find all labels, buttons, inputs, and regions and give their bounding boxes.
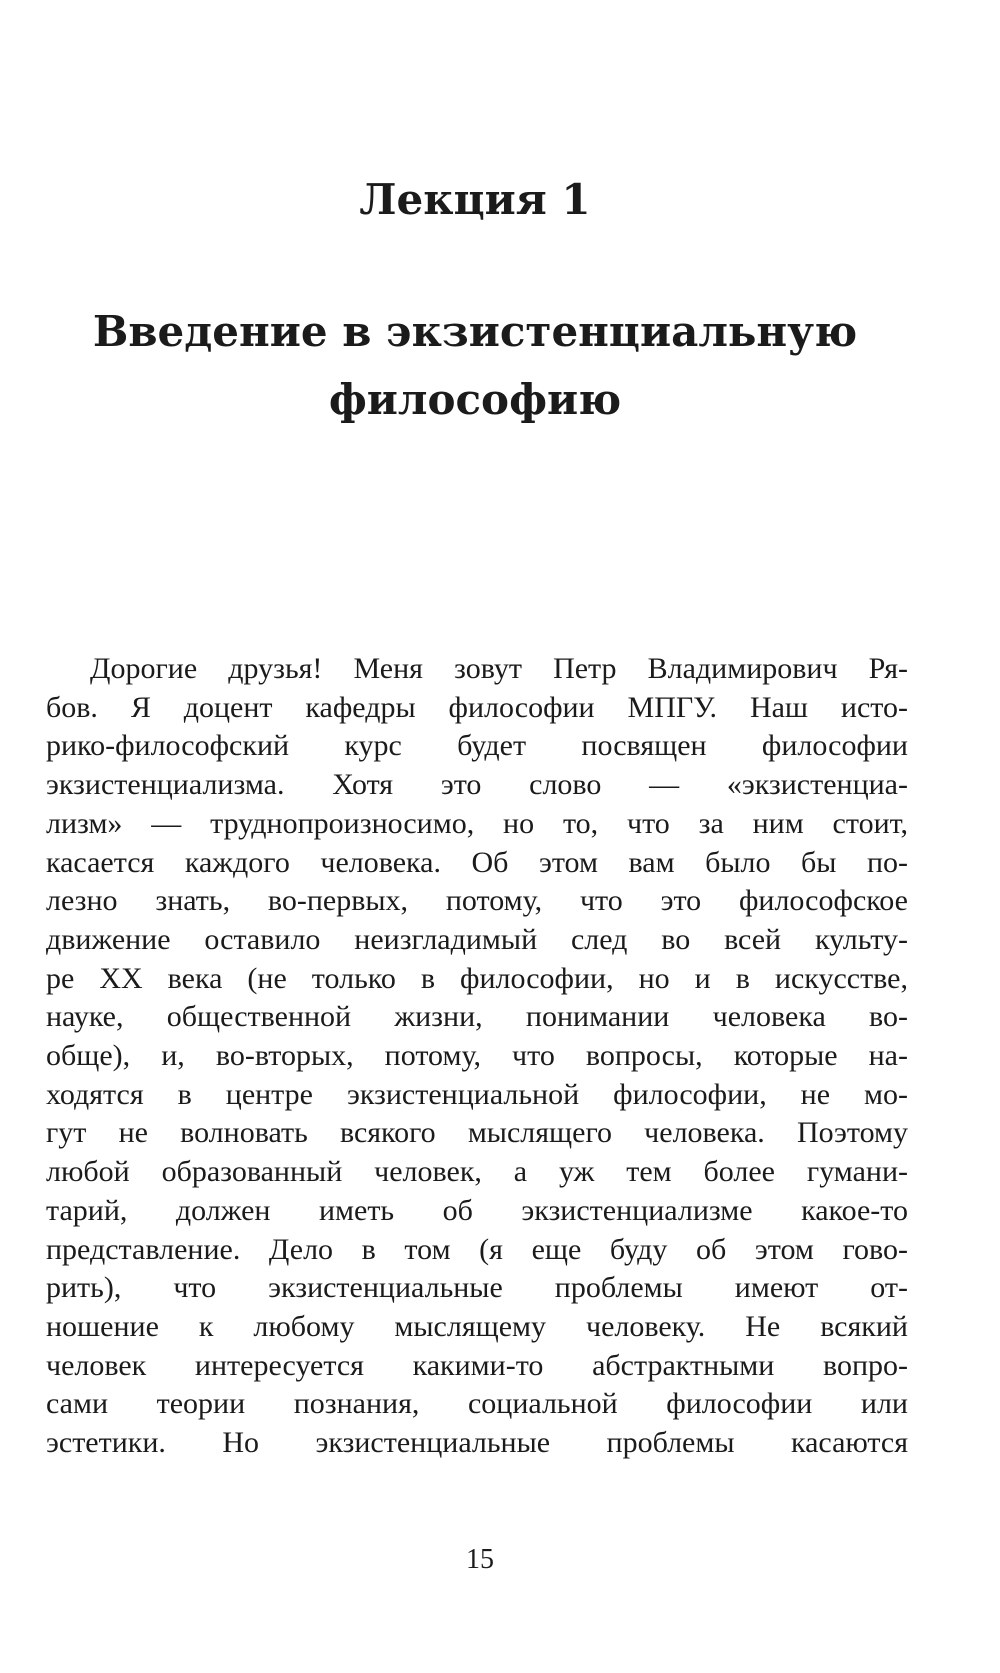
- text-line: человек интересуется какими-то абстрактными вопро-: [46, 1348, 908, 1382]
- text-line: Дорогие друзья! Меня зовут Петр Владимирович Ря-: [90, 652, 908, 685]
- text-line: бов. Я доцент кафедры философии МПГУ. Наш исто-: [46, 690, 908, 724]
- text-line: рить), что экзистенциальные проблемы имеют от-: [46, 1271, 908, 1305]
- lecture-title-heading: [0, 298, 950, 434]
- text-line: движение оставило неизгладимый след во всей культу-: [46, 922, 908, 956]
- text-line: представление. Дело в том (я еще буду об этом гово-: [46, 1232, 908, 1266]
- text-line: лизм» — труднопроизносимо, но то, что за ним стоит,: [46, 806, 908, 840]
- title-line: Введение в экзистенциальную: [92, 307, 858, 356]
- text-line: касается каждого человека. Об этом вам было бы по-: [46, 845, 908, 879]
- text-line: обще), и, во-вторых, потому, что вопросы, которые на-: [46, 1039, 908, 1073]
- page-number: 15: [466, 1544, 494, 1575]
- text-line: эстетики. Но экзистенциальные проблемы касаются: [46, 1426, 908, 1460]
- text-line: экзистенциализма. Хотя это слово — «экзистенциа-: [46, 768, 908, 802]
- body-paragraph: [46, 650, 908, 1463]
- title-line: философию: [328, 375, 622, 424]
- text-line: рико-философский курс будет посвящен философии: [46, 729, 908, 763]
- text-line: любой образованный человек, а уж тем более гумани-: [46, 1155, 908, 1189]
- text-line: ре XX века (не только в философии, но и в искусстве,: [46, 961, 908, 995]
- text-line: науке, общественной жизни, понимании человека во-: [46, 1000, 908, 1034]
- lecture-number-heading: Лекция 1: [359, 175, 591, 224]
- text-line: лезно знать, во-первых, потому, что это философское: [46, 884, 908, 918]
- text-line: ношение к любому мыслящему человеку. Не всякий: [46, 1309, 908, 1343]
- text-line: тарий, должен иметь об экзистенциализме какое-то: [46, 1193, 908, 1227]
- text-line: ходятся в центре экзистенциальной философии, не мо-: [46, 1077, 908, 1111]
- text-line: сами теории познания, социальной философии или: [46, 1387, 908, 1421]
- text-line: гут не волновать всякого мыслящего человека. Поэтому: [46, 1116, 908, 1150]
